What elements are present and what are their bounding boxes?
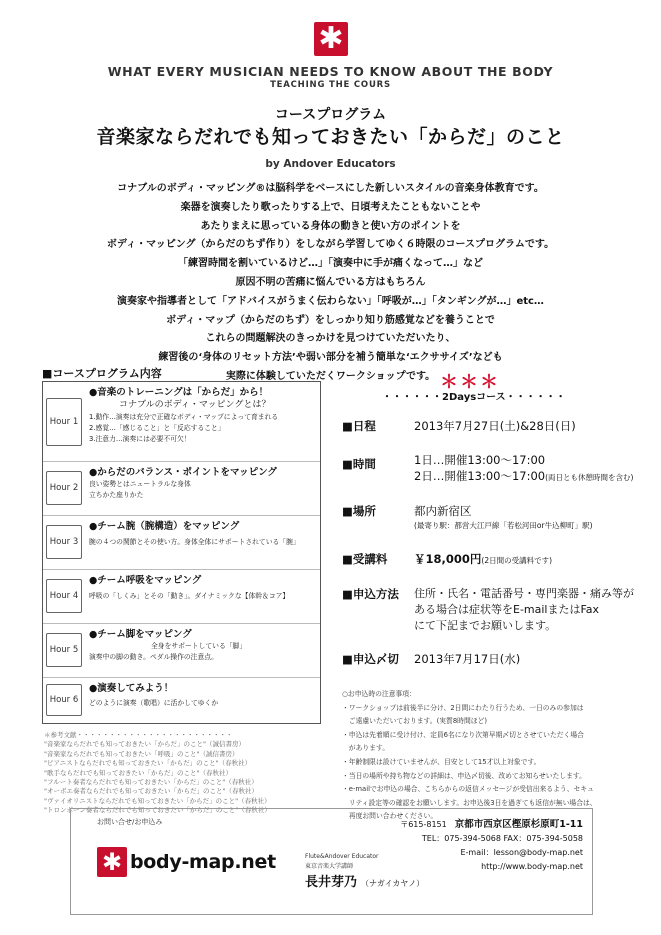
hour-detail: どのように演奏（歌唱）に活かしてゆくか — [89, 699, 219, 707]
intro-text — [0, 180, 661, 387]
schedule-row-hour-2 — [43, 462, 320, 516]
time-day2-text: 2日…開催13:00〜17:00 — [414, 469, 546, 483]
hour-detail: 3.注意力…演奏には必要不可欠！ — [89, 435, 191, 443]
place-label: ■場所 — [342, 504, 376, 518]
intro-line: 楽器を演奏したり歌ったりする上で、日頃考えたこともないことや — [180, 201, 481, 213]
hour-title: ●演奏してみよう！ — [89, 683, 174, 694]
note-line: があります。 — [342, 744, 390, 753]
note-line: ・当日の場所や持ち物などの詳細は、申込〆切後、改めてお知らせいたします。 — [342, 771, 586, 780]
reference-item: "音楽家ならだれでも知っておきたい「呼吸」のこと"（誠信書房） — [44, 749, 239, 758]
intro-line: 練習後の‘身体のリセット方法’や弱い部分を補う簡単な‘エクササイズ’なども — [158, 352, 503, 364]
time-label: ■時間 — [342, 457, 376, 471]
reference-item: "フルート奏者ならだれでも知っておきたい「からだ」のこと"（春秋社） — [44, 778, 258, 787]
hour-label: Hour 5 — [46, 633, 82, 667]
note-line: ・e-mailでお申込の場合、こちらからの返信メッセージが受信出来るよう、セキュ — [342, 785, 594, 794]
reference-item: "ヴァイオリニストならだれでも知っておきたい「からだ」のこと"（春秋社） — [44, 796, 271, 805]
note-line: ・ワークショップは前後半に分け、2日間にわたり行うため、一日のみの参加は — [342, 703, 584, 712]
schedule-row-hour-3 — [43, 516, 320, 570]
hour-detail: 1.動作…演奏は充分で正確なボディ・マップによって育まれる — [89, 413, 279, 421]
asterisk-icon: ✱ — [318, 21, 344, 56]
note-line: リティ設定等の確認をお願いします。お申込後3日を過ぎても返信が無い場合は、 — [342, 798, 597, 807]
hour-content — [89, 520, 316, 548]
hour-title: ●からだのバランス・ポイントをマッピング — [89, 467, 277, 478]
note-line: ・申込は先着順に受け付け、定員6名になり次第早期〆切とさせていただく場合 — [342, 730, 584, 739]
english-title: WHAT EVERY MUSICIAN NEEDS TO KNOW ABOUT THE BODY — [107, 64, 554, 79]
asterisk-icon: ✱ — [97, 847, 127, 877]
note-line: 再度お問い合わせください。 — [342, 812, 438, 821]
apply-text — [414, 586, 634, 634]
note-line: ・年齢制限は設けていませんが、目安として15才以上対象です。 — [342, 757, 541, 766]
intro-line: 原因不明の苦痛に悩んでいる方はもちろん — [235, 276, 426, 288]
note-line: ご遠慮いただいております。(実質8時間ほど) — [342, 717, 488, 726]
date-value: 2013年7月27日(土)&28日(日) — [414, 419, 576, 433]
apply-label: ■申込方法 — [342, 587, 399, 601]
schedule-row-hour-5 — [43, 624, 320, 678]
intro-line: コナブルのボディ・マッピング®は脳科学をベースにした新しいスタイルの音楽身体教育です。 — [117, 183, 544, 194]
instructor-name-text: 長井芽乃 — [305, 875, 358, 890]
reference-item: "歌手ならだれでも知っておきたい「からだ」のこと"（春秋社） — [44, 768, 232, 777]
english-subtitle: TEACHING THE COURS — [270, 80, 391, 90]
footer-logo[interactable] — [97, 847, 276, 877]
intro-line: 演奏家や指導者として「アドバイスがうまく伝わらない」「呼吸が…」「タンギングが…」etc… — [117, 295, 544, 307]
footer-logo-text: body-map.net — [130, 851, 276, 873]
hour-label: Hour 6 — [46, 684, 82, 716]
hour-label: Hour 1 — [46, 398, 82, 446]
instructor-name-kana: （ナガイカヤノ） — [361, 879, 425, 888]
apply-line: にて下記までお願いします。 — [414, 619, 557, 632]
hour-detail: 演奏中の脚の動き。ペダル操作の注意点。 — [89, 653, 218, 661]
deadline-label: ■申込〆切 — [342, 652, 399, 666]
byline: by Andover Educators — [265, 158, 396, 170]
reference-item: "オーボエ奏者ならだれでも知っておきたい「からだ」のこと"（春秋社） — [44, 787, 258, 796]
reference-item: "音楽家ならだれでも知っておきたい「からだ」のこと"（誠信書房） — [44, 740, 245, 749]
intro-line: ボディ・マッピング（からだのちず作り）をしながら学習してゆく６時限のコースプログラムです。 — [106, 239, 555, 251]
hour-detail: 呼吸の「しくみ」とその「動き」。ダイナミックな【体幹＆コア】 — [89, 592, 290, 600]
email-link[interactable]: E-mail：lesson@body-map.net — [460, 848, 583, 857]
notes — [342, 688, 597, 824]
place-value: 都内新宿区 — [414, 504, 472, 518]
hour-detail: 良い姿勢とはニュートラルな身体 — [89, 480, 191, 488]
intro-line: 「練習時間を割いているけど…」「演奏中に手が痛くなって…」など — [178, 258, 483, 270]
fee-label: ■受講料 — [342, 552, 388, 566]
date-label: ■日程 — [342, 419, 376, 433]
hour-label: Hour 4 — [46, 579, 82, 613]
schedule-row-hour-4 — [43, 570, 320, 624]
tel-fax: TEL：075-394-5068 FAX：075-394-5058 — [421, 834, 583, 843]
reference-item: "ピアニストならだれでも知っておきたい「からだ」のこと"（春秋社） — [44, 759, 252, 768]
place-note: (最寄り駅：都営大江戸線「若松河田or牛込柳町」駅) — [414, 521, 593, 530]
header-logo — [314, 22, 348, 56]
references — [44, 731, 271, 816]
program-section-title: ■コースプログラム内容 — [42, 367, 162, 380]
fee-value: ￥18,000円 — [414, 552, 482, 566]
hour-content — [89, 574, 316, 602]
apply-line: 住所・氏名・電話番号・専門楽器・痛み等が — [414, 587, 634, 600]
instructor-role: Flute&Andover Educator — [305, 853, 379, 860]
hour-content — [89, 682, 316, 709]
intro-line: 実際に体験していただくワークショップです。 — [225, 370, 436, 382]
website-link[interactable]: http://www.body-map.net — [481, 862, 583, 871]
deadline-value: 2013年7月17日(水) — [414, 652, 521, 666]
fee-row — [414, 551, 552, 567]
schedule-table — [42, 381, 321, 724]
postal-code: 〒615-8151 — [400, 820, 447, 829]
hour-detail: 立ちかた座りかた — [89, 491, 144, 499]
hour-subtitle: コナブルのボディ・マッピングとは？ — [119, 400, 271, 410]
hour-detail: 全身をサポートしている「脚」 — [151, 642, 247, 650]
contact-info — [397, 818, 583, 874]
hour-label: Hour 2 — [46, 471, 82, 505]
intro-line: あたりまえに思っている身体の動きと使い方のポイントを — [200, 220, 461, 232]
note-line: ○お申込時の注意事項： — [342, 690, 416, 698]
reference-item: "トロンボーン奏者ならだれでも知っておきたい「からだ」のこと"（春秋社） — [44, 806, 271, 815]
inquiry-label: お問い合せ/お申込み — [97, 818, 163, 826]
apply-line: ある場合は症状等をE-mailまたはFax — [414, 603, 600, 616]
hour-title: ●チーム脚をマッピング — [89, 629, 192, 640]
intro-line: これらの問題解決のきっかけを見つけていただいたり、 — [205, 333, 456, 345]
course-type: ・・・・・・2Daysコース・・・・・・ — [382, 392, 566, 403]
hour-content — [89, 628, 316, 663]
footer-contact — [70, 808, 593, 915]
decorative-stars: ＊＊＊ — [440, 372, 500, 393]
schedule-row-hour-1 — [43, 382, 320, 462]
hour-detail: 腕の４つの関節とその使い方。身体全体にサポートされている「腕」 — [89, 538, 300, 546]
time-day2 — [414, 468, 633, 484]
hour-title: ●音楽のトレーニングは「からだ」から！ — [89, 387, 269, 398]
hour-title: ●チーム呼吸をマッピング — [89, 575, 202, 586]
hour-content — [89, 386, 316, 445]
time-note: (両日とも休憩時間を含む) — [545, 473, 634, 482]
intro-line: ボディ・マップ（からだのちず）をしっかり知り筋感覚などを養うことで — [166, 314, 495, 326]
hour-title: ●チーム腕（腕構造）をマッピング — [89, 521, 240, 532]
address-line — [397, 818, 583, 832]
fee-note: (2日間の受講料です) — [481, 556, 553, 565]
instructor-affiliation: 東京音楽大学講師 — [305, 863, 354, 870]
address: 京都市西京区樫原杉原町1-11 — [454, 819, 583, 830]
page-title: 音楽家ならだれでも知っておきたい「からだ」のこと — [96, 126, 565, 148]
hour-content — [89, 466, 316, 501]
time-day1: 1日…開催13:00〜17:00 — [414, 453, 546, 467]
schedule-row-hour-6 — [43, 678, 320, 723]
hour-detail: 2.感覚…「感じること」と「反応すること」 — [89, 424, 225, 432]
course-label: コースプログラム — [274, 107, 387, 123]
hour-label: Hour 3 — [46, 525, 82, 559]
references-heading: ＊参考文献・・・・・・・・・・・・・・・・・・・・・・・・ — [44, 731, 233, 739]
